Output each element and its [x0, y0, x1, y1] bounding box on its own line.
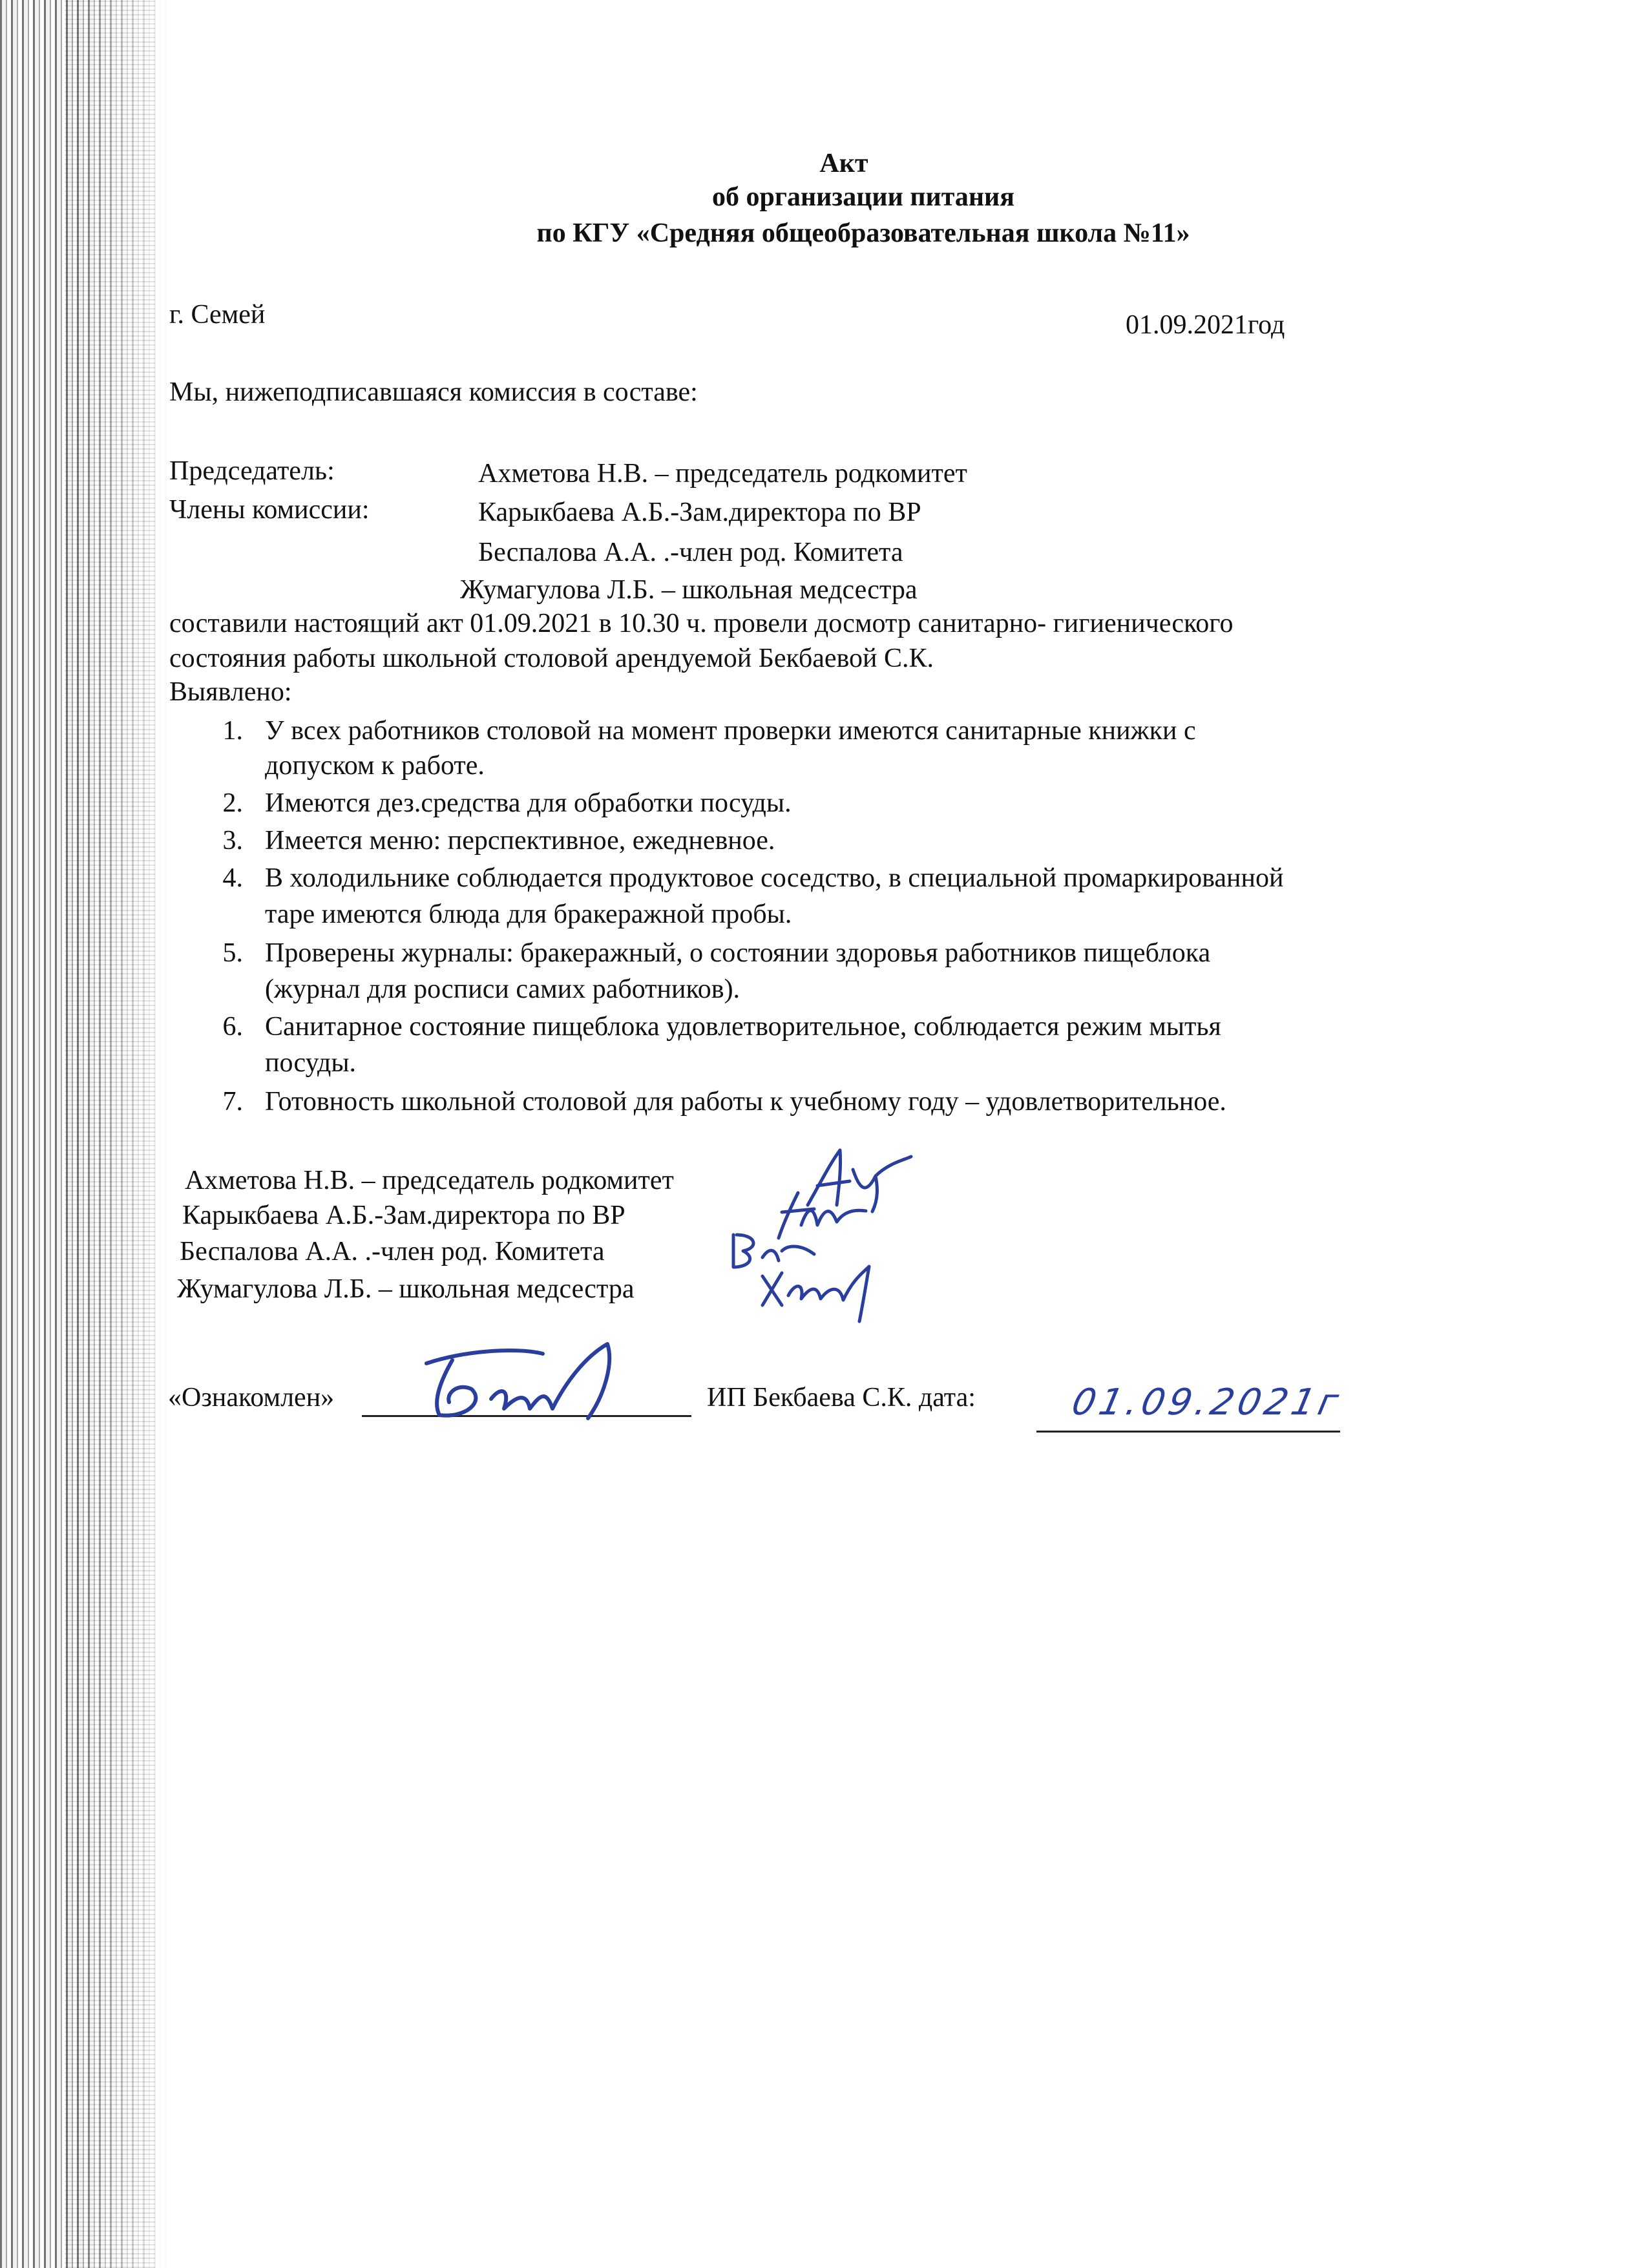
finding-number: 4.	[222, 863, 243, 893]
finding-text: таре имеются блюда для бракеражной пробы.	[265, 899, 792, 929]
finding-text: Проверены журналы: бракеражный, о состоянии здоровья работников пищеблока	[265, 938, 1211, 968]
finding-number: 1.	[222, 716, 243, 746]
finding-text: посуды.	[265, 1048, 357, 1078]
body-line-2: состояния работы школьной столовой арендуемой Бекбаевой С.К.	[169, 644, 934, 673]
doc-date: 01.09.2021год	[1126, 310, 1285, 340]
finding-text: Имеются дез.средства для обработки посуды.	[265, 788, 792, 818]
members-label: Члены комиссии:	[169, 495, 370, 525]
finding-number: 7.	[222, 1087, 243, 1117]
signature-zhumagulova	[756, 1260, 885, 1328]
doc-title: Акт	[819, 149, 868, 178]
intro-text: Мы, нижеподписавшаяся комиссия в составе:	[169, 377, 698, 407]
finding-number: 6.	[222, 1012, 243, 1042]
doc-subtitle: об организации питания	[712, 182, 1014, 212]
finding-number: 3.	[222, 826, 243, 856]
finding-number: 2.	[222, 788, 243, 818]
findings-label: Выявлено:	[169, 677, 292, 707]
acknowledged-label: «Ознакомлен»	[168, 1383, 335, 1412]
body-line-1: составили настоящий акт 01.09.2021 в 10.30 ч. провели досмотр санитарно- гигиенического	[169, 609, 1234, 638]
date-line	[1036, 1431, 1340, 1433]
doc-place: г. Семей	[169, 300, 266, 330]
member-3: Жумагулова Л.Б. – школьная медсестра	[460, 575, 918, 605]
doc-organization: по КГУ «Средняя общеобразовательная школа №11»	[536, 218, 1190, 248]
finding-text: допуском к работе.	[265, 751, 485, 781]
finding-text: В холодильнике соблюдается продуктовое соседство, в специальной промаркированной	[265, 863, 1284, 893]
finding-text: Санитарное состояние пищеблока удовлетворительное, соблюдается режим мытья	[265, 1012, 1221, 1042]
signatory-4: Жумагулова Л.Б. – школьная медсестра	[177, 1274, 635, 1304]
handwritten-date: 01.09.2021г	[1068, 1381, 1346, 1423]
finding-text: Имеется меню: перспективное, ежедневное.	[265, 826, 775, 856]
member-2: Беспалова А.А. .-член род. Комитета	[478, 538, 903, 567]
signatory-2: Карыкбаева А.Б.-Зам.директора по ВР	[182, 1201, 625, 1230]
signature-bekbaeva	[414, 1338, 646, 1431]
acknowledged-person: ИП Бекбаева С.К. дата:	[707, 1383, 976, 1412]
signatory-3: Беспалова А.А. .-член род. Комитета	[180, 1237, 605, 1266]
scan-edge-artifact-2	[65, 0, 155, 2268]
finding-text: (журнал для росписи самих работников).	[265, 974, 740, 1004]
signatory-1: Ахметова Н.В. – председатель родкомитет	[185, 1166, 674, 1195]
chair-label: Председатель:	[169, 456, 335, 486]
finding-text: Готовность школьной столовой для работы к учебному году – удовлетворительное.	[265, 1087, 1226, 1117]
finding-text: У всех работников столовой на момент проверки имеются санитарные книжки с	[265, 716, 1196, 746]
chair-name: Ахметова Н.В. – председатель родкомитет	[478, 459, 967, 488]
member-1: Карыкбаева А.Б.-Зам.директора по ВР	[478, 498, 921, 527]
finding-number: 5.	[222, 938, 243, 968]
